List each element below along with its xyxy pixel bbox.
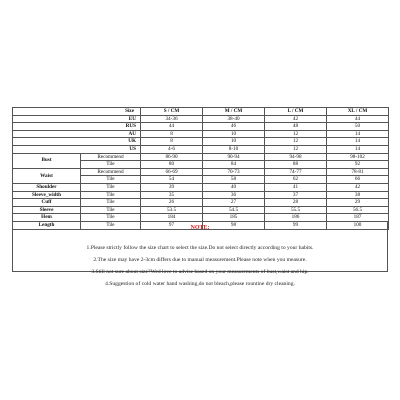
table-cell: 34-36 [141,115,203,123]
table-row [13,130,389,138]
row-label: US [13,145,141,153]
header-cell: XL / CM [327,108,389,116]
row-sublabel: Tile [81,176,141,184]
table-cell: 186 [265,214,327,222]
table-cell: 41 [265,183,327,191]
table-row [13,168,389,176]
header-cell: L / CM [265,108,327,116]
row-label: RUS [13,123,141,131]
table-cell: 37 [265,191,327,199]
table-cell: 8 [141,130,203,138]
row-label: EU [13,115,141,123]
table-cell: 46 [203,123,265,131]
table-row [13,145,389,153]
table-cell: 62 [265,176,327,184]
table-cell: 187 [327,214,389,222]
notes-title: NOTE: [190,225,210,231]
note-line-3: 3.Still not sure about size?Wed love to advise based on your measurements of bust,waist and hip. [91,269,309,275]
row-label: Length [13,221,81,229]
row-label: Sleeve_width [13,191,81,199]
table-cell: 14 [327,130,389,138]
table-cell: 44 [327,115,389,123]
table-cell: 29 [327,199,389,207]
table-cell: 78-81 [327,168,389,176]
row-label: Bust [13,153,81,168]
row-label: Waist [13,168,81,183]
table-cell: 94-98 [265,153,327,161]
table-cell: 8 [141,138,203,146]
header-cell: M / CM [203,108,265,116]
note-line-1: 1.Please strictly follow the size chart to select the size.Do not select directly according to your habits. [86,245,314,251]
table-cell: 54.5 [203,206,265,214]
table-cell: 38 [327,191,389,199]
row-label: Sleeve [13,206,81,214]
table-cell: 14 [327,138,389,146]
table-cell: 86-90 [141,153,203,161]
row-sublabel: Tile [81,199,141,207]
row-label: AU [13,130,141,138]
row-sublabel: Tile [81,191,141,199]
table-cell: 53.5 [141,206,203,214]
row-sublabel: Tile [81,183,141,191]
table-cell: 88 [265,161,327,169]
table-cell: 44 [141,123,203,131]
table-cell: 99 [265,221,327,229]
table-row [13,199,389,207]
row-sublabel: Tile [81,214,141,222]
table-cell: 4-6 [141,145,203,153]
table-cell: 80 [141,161,203,169]
row-sublabel: Tile [81,221,141,229]
header-size-label: Size [13,108,141,116]
table-cell: 36 [203,191,265,199]
table-cell: 58 [203,176,265,184]
table-cell: 12 [265,145,327,153]
table-cell: 35 [141,191,203,199]
table-header-row [13,108,389,116]
table-cell: 38-40 [203,115,265,123]
row-sublabel: Tile [81,161,141,169]
table-cell: 66-69 [141,168,203,176]
note-line-4: 4.Suggestion of cold water hand washing,do not bleach,please rountine dry cleaning. [105,281,295,287]
table-cell: 90-94 [203,153,265,161]
table-cell: 48 [265,123,327,131]
table-cell: 42 [327,183,389,191]
table-cell: 84 [203,161,265,169]
table-cell: 56.5 [327,206,389,214]
table-cell: 92 [327,161,389,169]
row-sublabel: Tile [81,206,141,214]
table-cell: 55.5 [265,206,327,214]
note-line-2: 2.The size may have 2-3cm differs due to manual measurement.Please note when you measure. [93,257,307,263]
table-cell: 26 [141,199,203,207]
table-cell: 66 [327,176,389,184]
table-cell: 10 [203,138,265,146]
table-cell: 42 [265,115,327,123]
row-sublabel: Recommend [81,153,141,161]
table-cell: 74-77 [265,168,327,176]
table-cell: 27 [203,199,265,207]
table-cell: 12 [265,130,327,138]
table-cell: 12 [265,138,327,146]
header-cell: S / CM [141,108,203,116]
table-cell: 70-73 [203,168,265,176]
table-cell: 50 [327,123,389,131]
table-cell: 98-102 [327,153,389,161]
table-row [13,138,389,146]
row-label: Cuff [13,199,81,207]
table-row [13,115,389,123]
table-row [13,191,389,199]
row-sublabel: Recommend [81,168,141,176]
table-cell: 100 [327,221,389,229]
table-row [13,153,389,161]
table-cell: 10 [203,130,265,138]
row-label: UK [13,138,141,146]
table-cell: 40 [203,183,265,191]
table-cell: 97 [141,221,203,229]
table-cell: 14 [327,145,389,153]
table-cell: 39 [141,183,203,191]
row-label: Shoulder [13,183,81,191]
table-row [13,123,389,131]
table-cell: 185 [203,214,265,222]
table-cell: 98 [203,221,265,229]
table-cell: 54 [141,176,203,184]
row-label: Hem [13,214,81,222]
table-cell: 28 [265,199,327,207]
table-cell: 184 [141,214,203,222]
table-cell: 8-10 [203,145,265,153]
table-row [13,206,389,214]
table-row [13,183,389,191]
size-chart-table [12,107,389,230]
